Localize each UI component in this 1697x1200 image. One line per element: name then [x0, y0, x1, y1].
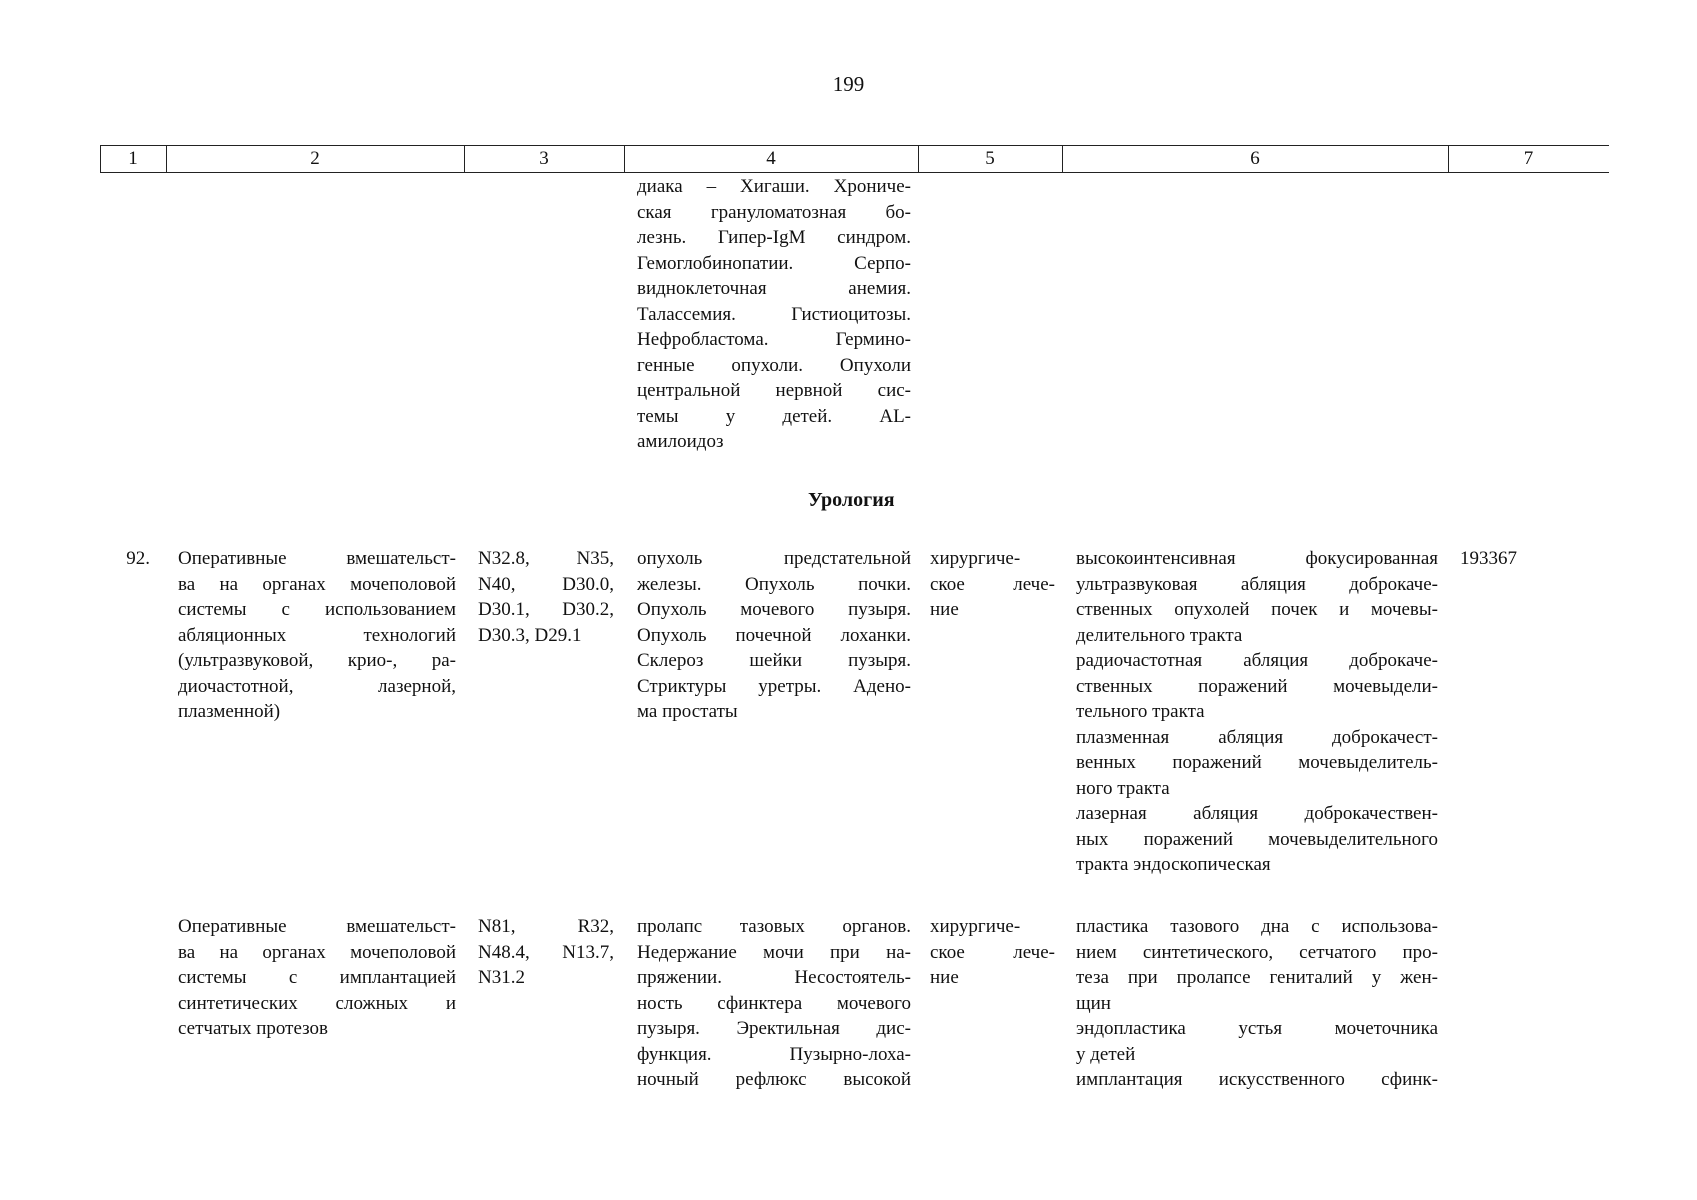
cell-text-line: Оперативные вмешательст-: [178, 548, 456, 569]
cell-text-line: плазменная абляция доброкачест-: [1076, 726, 1438, 748]
cell-text-line: ние: [930, 599, 959, 620]
page-number: 199: [832, 72, 865, 96]
cell-text-line: лазерная абляция доброкачествен-: [1076, 803, 1438, 824]
cell-text-line: нием синтетического, сетчатого про-: [1076, 941, 1438, 963]
cell-text-line: ние: [930, 967, 959, 988]
cell-text-line: генные опухоли. Опухоли: [637, 354, 911, 376]
cell-text-line: опухоль предстательной: [637, 548, 911, 569]
cell-text-line: D30.1, D30.2,: [478, 599, 614, 620]
cell-text-line: железы. Опухоль почки.: [637, 573, 911, 595]
treatment-method-cell: [1076, 546, 1438, 878]
cell-text-line: абляционных технологий: [178, 624, 456, 646]
cell-text-line: функция. Пузырно-лоха-: [637, 1043, 911, 1065]
cell-text-line: N48.4, N13.7,: [478, 941, 614, 963]
row-number: [108, 546, 150, 572]
cell-text-line: теза при пролапсе гениталий у жен-: [1076, 967, 1438, 988]
treatment-type-cell: [930, 914, 1055, 991]
icd-codes-cell: [478, 914, 614, 991]
column-number-6: 6: [1250, 148, 1260, 169]
cell-text-line: у детей: [1076, 1043, 1136, 1065]
cell-text-line: ночный рефлюкс высокой: [637, 1069, 911, 1090]
column-number-3: 3: [539, 148, 549, 169]
cell-text-line: высокоинтенсивная фокусированная: [1076, 548, 1438, 569]
cell-text-line: N31.2: [478, 967, 525, 988]
cell-text-line: (ультразвуковой, крио-, ра-: [178, 650, 456, 671]
cell-text-line: N81, R32,: [478, 916, 614, 937]
cell-text-line: центральной нервной сис-: [637, 380, 911, 401]
cell-text-line: пузыря. Эректильная дис-: [637, 1018, 911, 1039]
continued-diagnosis-cell: [637, 174, 911, 455]
cell-text-line: тракта эндоскопическая: [1076, 854, 1271, 875]
column-number-1: 1: [128, 148, 138, 169]
section-title: Урология: [808, 489, 895, 511]
column-number-5: 5: [985, 148, 995, 169]
diagnosis-cell: [637, 914, 911, 1093]
cell-text-line: темы у детей. AL-: [637, 405, 911, 427]
cell-text-line: сетчатых протезов: [178, 1018, 328, 1039]
cell-text-line: ское лече-: [930, 941, 1055, 963]
cell-text-line: ма простаты: [637, 701, 738, 722]
cell-text-line: видноклеточная анемия.: [637, 278, 911, 299]
cell-text-line: Склероз шейки пузыря.: [637, 650, 911, 671]
cell-text-line: тельного тракта: [1076, 701, 1205, 722]
cell-text-line: ва на органах мочеполовой: [178, 941, 456, 963]
cell-text-line: плазменной): [178, 701, 281, 722]
cell-text-line: щин: [1076, 992, 1111, 1014]
cell-text-line: венных поражений мочевыделитель-: [1076, 752, 1438, 773]
cell-text-line: диочастотной, лазерной,: [178, 675, 456, 697]
diagnosis-cell: [637, 546, 911, 725]
column-number-2: 2: [310, 148, 320, 169]
cell-text-line: хирургиче-: [930, 916, 1021, 937]
cell-text-line: хирургиче-: [930, 548, 1021, 569]
cell-text-line: системы с использованием: [178, 599, 456, 620]
cell-text-line: ственных опухолей почек и мочевы-: [1076, 599, 1438, 620]
cell-text-line: ных поражений мочевыделительного: [1076, 828, 1438, 850]
cell-text-line: N40, D30.0,: [478, 573, 614, 595]
cell-text-line: Опухоль мочевого пузыря.: [637, 599, 911, 620]
row-number-text: 92.: [126, 548, 150, 569]
cost-cell: [1460, 546, 1590, 572]
intervention-cell: [178, 914, 456, 1042]
column-number-7: 7: [1523, 148, 1534, 169]
cell-text-line: D30.3, D29.1: [478, 624, 582, 646]
intervention-cell: [178, 546, 456, 725]
treatment-type-cell: [930, 546, 1055, 623]
icd-codes-cell: [478, 546, 614, 648]
cell-text-line: ская грануломатозная бо-: [637, 201, 911, 223]
cell-text-line: ственных поражений мочевыдели-: [1076, 675, 1438, 697]
cell-text-line: Талассемия. Гистиоцитозы.: [637, 303, 911, 325]
cell-text-line: делительного тракта: [1076, 624, 1243, 646]
cell-text-line: ва на органах мочеполовой: [178, 573, 456, 595]
cell-text-line: Стриктуры уретры. Адено-: [637, 675, 911, 697]
cell-text-line: Недержание мочи при на-: [637, 941, 911, 963]
cell-text-line: пряжении. Несостоятель-: [637, 967, 911, 988]
cell-text-line: пролапс тазовых органов.: [637, 916, 911, 937]
cell-text-line: Оперативные вмешательст-: [178, 916, 456, 937]
cell-text-line: Опухоль почечной лоханки.: [637, 624, 911, 646]
cell-text-line: радиочастотная абляция доброкаче-: [1076, 650, 1438, 671]
cell-text-line: ность сфинктера мочевого: [637, 992, 911, 1014]
cell-text-line: Гемоглобинопатии. Серпо-: [637, 252, 911, 274]
cell-text-line: ного тракта: [1076, 777, 1170, 799]
cell-text-line: имплантация искусственного сфинк-: [1076, 1069, 1438, 1090]
cell-text-line: эндопластика устья мочеточника: [1076, 1018, 1438, 1039]
cell-text-line: лезнь. Гипер-IgM синдром.: [637, 227, 911, 248]
cell-text-line: Нефробластома. Гермино-: [637, 329, 911, 350]
cell-text-line: диака – Хигаши. Хрониче-: [637, 176, 911, 197]
cell-text-line: амилоидоз: [637, 431, 724, 452]
column-number-4: 4: [766, 148, 776, 169]
cell-text-line: системы с имплантацией: [178, 967, 456, 988]
table-header-row: [100, 145, 1609, 173]
cell-text-line: N32.8, N35,: [478, 548, 614, 569]
cell-text-line: синтетических сложных и: [178, 992, 456, 1014]
cost-value: 193367: [1460, 548, 1517, 569]
cell-text-line: ское лече-: [930, 573, 1055, 595]
cell-text-line: пластика тазового дна с использова-: [1076, 916, 1438, 937]
treatment-method-cell: [1076, 914, 1438, 1093]
cell-text-line: ультразвуковая абляция доброкаче-: [1076, 573, 1438, 595]
